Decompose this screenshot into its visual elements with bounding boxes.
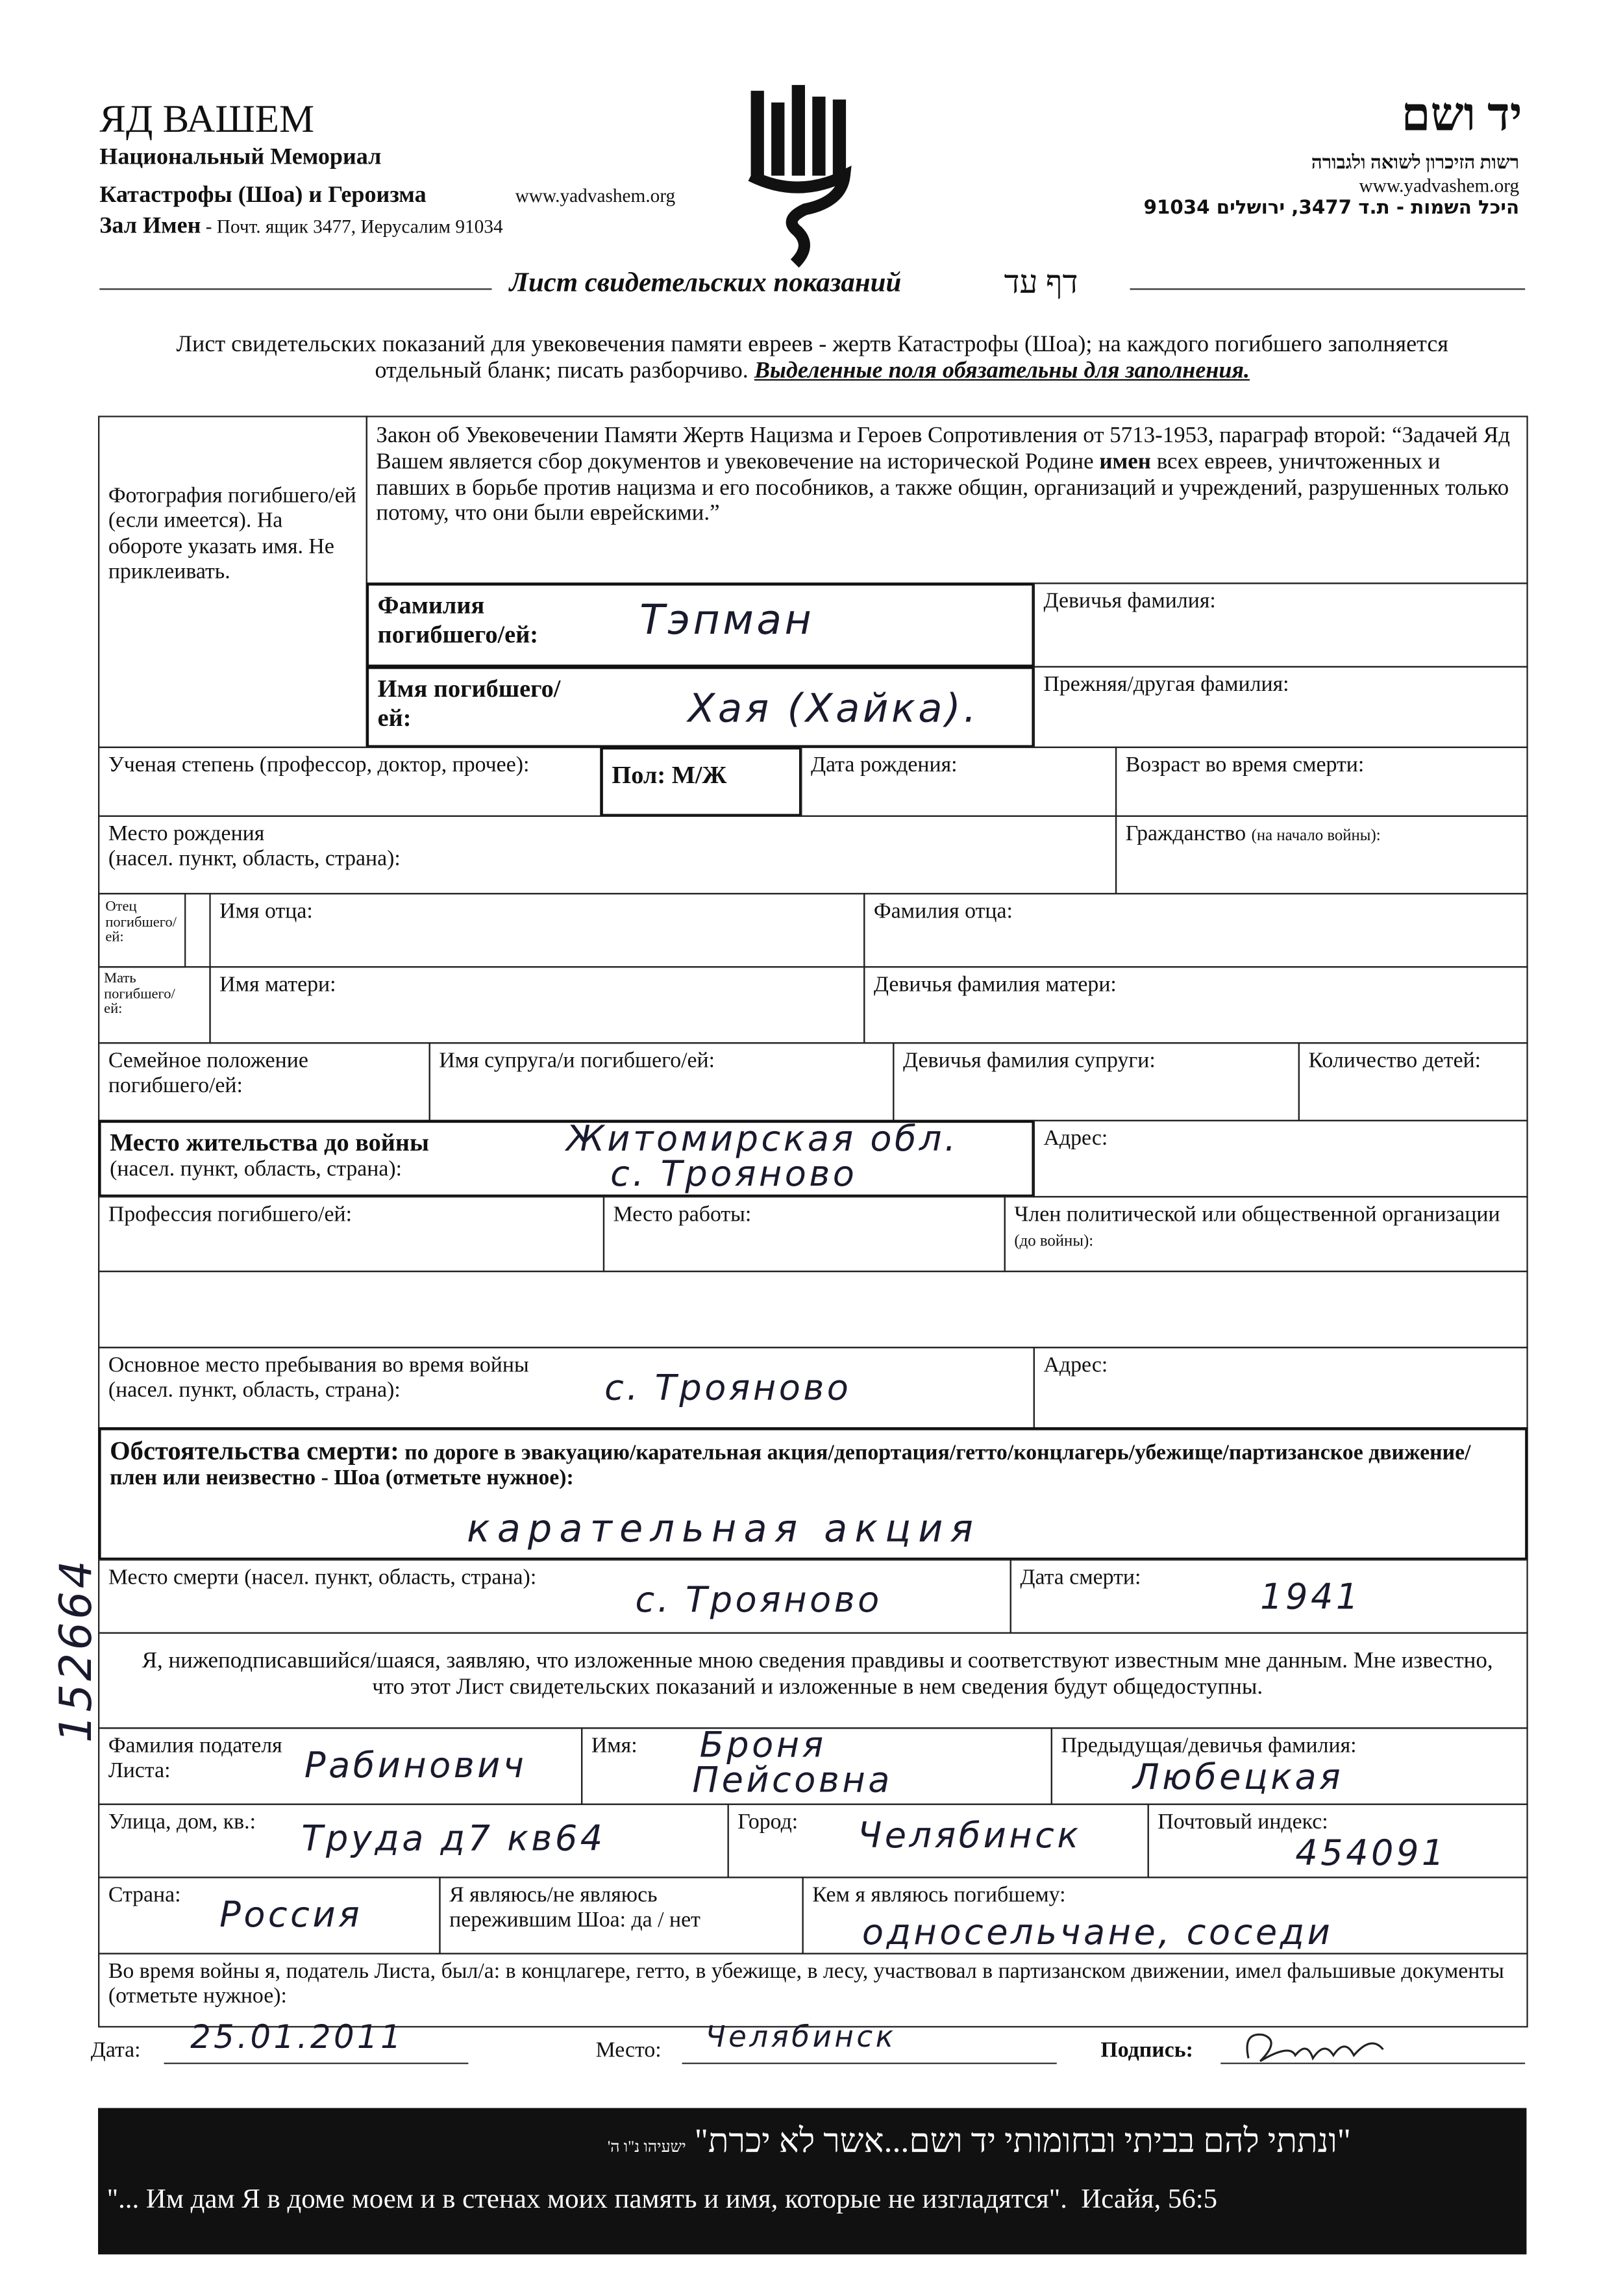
banner-russian-text: "... Им дам Я в доме моем и в стенах моих память и имя, которые не изгладятся". xyxy=(106,2184,1067,2215)
birth-place-label: Место рождения xyxy=(108,823,265,847)
form-title-he: דף עד xyxy=(1004,263,1078,301)
subtitle-2: Катастрофы (Шоа) и Героизма xyxy=(99,182,427,208)
title-ru: ЯД ВАШЕМ xyxy=(99,96,315,141)
intro-text xyxy=(139,332,1485,386)
residence-value-2: с. Трояново xyxy=(610,1153,858,1195)
title-rule-right xyxy=(1130,288,1525,290)
wartime-place-label: Основное место пребывания во время войны (насел. пункт, область, страна): xyxy=(108,1354,529,1403)
first-name-field[interactable] xyxy=(366,666,1035,748)
wartime-submitter-field[interactable]: Во время войны я, податель Листа, был/а: в концлагере, гетто, в убежище, в лесу, участвовал в партизанском движении, имел фальшивые документы (отметьте нужное): xyxy=(98,1953,1528,2028)
submitter-name-value-1: Броня xyxy=(699,1724,826,1766)
birth-place-sub: (насел. пункт, область, страна): xyxy=(108,847,401,871)
circumstances-value: карательная акция xyxy=(467,1508,981,1552)
hall-address-text: - Почт. ящик 3477, Иерусалим 91034 xyxy=(201,215,503,238)
signature-label: Подпись: xyxy=(1100,2039,1193,2063)
hall-address xyxy=(99,214,502,240)
father-row-box xyxy=(98,893,211,967)
residence-sub: (насел. пункт, область, страна): xyxy=(110,1157,402,1181)
mother-name-field[interactable]: Имя матери: xyxy=(209,966,865,1043)
photo-cell: Фотография погибшего/ей (если имеется). На обороте указать имя. Не приклеивать. xyxy=(98,416,367,748)
law-text-bold: имен xyxy=(1099,449,1151,475)
maiden-name-field[interactable]: Девичья фамилия: xyxy=(1034,582,1528,668)
residence-field[interactable] xyxy=(98,1120,1035,1197)
submitter-maiden-value: Любецкая xyxy=(1132,1756,1344,1798)
age-field[interactable]: Возраст во время смерти: xyxy=(1115,747,1528,817)
mother-surname-field[interactable]: Девичья фамилия матери: xyxy=(863,966,1528,1043)
father-row-label: Отец погибшего/ей: xyxy=(98,893,186,967)
circumstances-options: по дороге в эвакуацию/карательная акция/депортация/гетто/концлагерь/убежище/партизанское движение/плен или неизвестно - Шоа (отметьте нужное): xyxy=(110,1441,1471,1491)
banner-hebrew-ref: ישעיהו נ"ו ה' xyxy=(607,2138,686,2156)
residence-value-1: Житомирская обл. xyxy=(566,1118,959,1160)
submitter-name-value-2: Пейсовна xyxy=(692,1759,893,1801)
postcode-label: Почтовый индекс: xyxy=(1158,1810,1328,1834)
circumstances-label: Обстоятельства смерти: xyxy=(110,1436,399,1466)
death-place-label: Место смерти (насел. пункт, область, страна): xyxy=(108,1566,537,1590)
banner-russian xyxy=(107,2184,1217,2216)
death-date-field[interactable] xyxy=(1010,1559,1528,1634)
death-place-value: с. Трояново xyxy=(635,1579,882,1621)
street-field[interactable] xyxy=(98,1804,729,1878)
city-value: Челябинск xyxy=(858,1815,1082,1856)
submitter-surname-field[interactable] xyxy=(98,1727,582,1804)
submitter-maiden-label: Предыдущая/девичья фамилия: xyxy=(1061,1734,1357,1758)
form-title: Лист свидетельских показаний xyxy=(509,268,902,299)
birth-date-field[interactable]: Дата рождения: xyxy=(800,747,1117,817)
death-place-field[interactable] xyxy=(98,1559,1011,1634)
member-label: Член политической или общественной организации xyxy=(1014,1203,1500,1227)
citizenship-label: Гражданство xyxy=(1125,823,1246,847)
place-label: Место: xyxy=(595,2039,662,2063)
submitter-name-label: Имя: xyxy=(591,1734,638,1758)
citizenship-field[interactable] xyxy=(1115,816,1528,895)
place-line xyxy=(682,2063,1057,2064)
profession-field[interactable]: Профессия погибшего/ей: xyxy=(98,1196,604,1272)
spouse-maiden-field[interactable]: Девичья фамилия супруги: xyxy=(893,1042,1300,1121)
degree-field[interactable]: Ученая степень (профессор, доктор, прочее): xyxy=(98,747,602,817)
submitter-surname-value: Рабинович xyxy=(304,1745,527,1786)
title-rule-left xyxy=(99,288,491,290)
banner-hebrew xyxy=(98,2123,1351,2162)
law-text xyxy=(366,416,1528,584)
submitter-surname-label: Фамилия подателя Листа: xyxy=(108,1734,282,1784)
father-name-field[interactable]: Имя отца: xyxy=(209,893,865,967)
father-surname-field[interactable]: Фамилия отца: xyxy=(863,893,1528,967)
death-date-label: Дата смерти: xyxy=(1020,1566,1141,1590)
membership-field[interactable] xyxy=(1004,1196,1528,1272)
relation-value: односельчане, соседи xyxy=(861,1912,1333,1953)
submitter-maiden-field[interactable] xyxy=(1051,1727,1528,1804)
street-value: Труда д7 кв64 xyxy=(301,1818,606,1860)
submitter-name-field[interactable] xyxy=(581,1724,1052,1804)
he-line-1: רשות הזיכרון לשואה ולגבורה xyxy=(1311,151,1520,173)
wartime-place-field[interactable] xyxy=(98,1347,1035,1429)
citizenship-sub: (на начало войны): xyxy=(1251,827,1381,845)
first-name-value: Хая (Хайка). xyxy=(687,686,980,732)
member-sub: (до войны): xyxy=(1014,1232,1094,1251)
city-label: Город: xyxy=(737,1810,799,1834)
relation-label: Кем я являюсь погибшему: xyxy=(812,1884,1066,1908)
intro: Лист свидетельских показаний для увековечения памяти евреев - жертв Катастрофы (Шоа); на каждого погибшего заполняется отдельный бланк; писать разборчиво. xyxy=(176,332,1448,384)
he-website: www.yadvashem.org xyxy=(1359,174,1520,197)
surname-value: Тэпман xyxy=(639,595,815,644)
mother-row-box xyxy=(98,966,211,1043)
signature-image xyxy=(1237,2023,1398,2070)
he-address: היכל השמות - ת.ד 3477, ירושלים 91034 xyxy=(1143,197,1520,220)
circumstances-field[interactable] xyxy=(98,1427,1528,1560)
quote-banner xyxy=(98,2108,1526,2254)
surname-label: Фамилия погибшего/ей: xyxy=(377,591,539,648)
law-text-2: всех евреев, уничтоженных и павших в борьбе против нацизма и его пособников, а также общин, организаций и учреждений, разрушенных только потому, что они были еврейскими.” xyxy=(376,449,1509,527)
archive-number: 152664 xyxy=(51,1557,103,1743)
banner-hebrew-text: "ונתתי להם בביתי ובחומותי יד ושם...אשר לא יכרת" xyxy=(694,2123,1351,2160)
postcode-field[interactable] xyxy=(1148,1804,1528,1878)
birth-place-field[interactable] xyxy=(98,816,1117,895)
relation-field[interactable] xyxy=(802,1877,1528,1954)
empty-row[interactable] xyxy=(98,1271,1528,1348)
date-line xyxy=(164,2063,469,2064)
yad-vashem-logo-icon xyxy=(739,85,864,268)
spouse-name-field[interactable]: Имя супруга/и погибшего/ей: xyxy=(429,1042,895,1121)
first-name-label: Имя погибшего/ей: xyxy=(377,675,561,732)
banner-ref: Исайя, 56:5 xyxy=(1081,2184,1218,2215)
postcode-value: 454091 xyxy=(1295,1832,1447,1874)
other-surname-field[interactable]: Прежняя/другая фамилия: xyxy=(1034,666,1528,748)
surname-field[interactable] xyxy=(366,582,1035,668)
intro-required: Выделенные поля обязательны для заполнения. xyxy=(754,359,1250,384)
title-he: יד ושם xyxy=(1401,88,1522,141)
country-value: Россия xyxy=(219,1894,363,1936)
law-text-1: Закон об Увековечении Памяти Жертв Нацизма и Героев Сопротивления от 5713-1953, параграф второй: “Задачей Яд Вашем является сбор документов и увековечение на исторической Родине xyxy=(376,423,1511,475)
subtitle-1: Национальный Мемориал xyxy=(99,145,382,170)
street-label: Улица, дом, кв.: xyxy=(108,1810,256,1834)
hall-label: Зал Имен xyxy=(99,214,201,239)
survivor-field[interactable]: Я являюсь/не являюсь пережившим Шоа: да / нет xyxy=(439,1877,803,1954)
mother-row-label: Мать погибшего/ей: xyxy=(104,970,175,1017)
death-date-value: 1941 xyxy=(1260,1577,1361,1618)
declaration: Я, нижеподписавшийся/шаяся, заявляю, что изложенные мною сведения правдивы и соответствуют известным мне данным. Мне известно, что этот Лист свидетельских показаний и изложенные в нем сведения будут общедоступны. xyxy=(98,1632,1528,1729)
address-2-field[interactable]: Адрес: xyxy=(1034,1347,1528,1429)
residence-label: Место жительства до войны xyxy=(110,1129,429,1157)
place-value: Челябинск xyxy=(705,2018,897,2054)
workplace-field[interactable]: Место работы: xyxy=(603,1196,1006,1272)
marital-field[interactable]: Семейное положение погибшего/ей: xyxy=(98,1042,430,1121)
country-label: Страна: xyxy=(108,1884,181,1908)
address-1-field[interactable]: Адрес: xyxy=(1034,1120,1528,1197)
gender-field[interactable]: Пол: М/Ж xyxy=(600,747,802,817)
children-field[interactable]: Количество детей: xyxy=(1298,1042,1528,1121)
date-value: 25.01.2011 xyxy=(190,2020,404,2057)
city-field[interactable] xyxy=(727,1804,1148,1878)
date-label: Дата: xyxy=(90,2039,141,2063)
website: www.yadvashem.org xyxy=(515,184,676,206)
wartime-place-value: с. Трояново xyxy=(604,1367,852,1408)
country-field[interactable] xyxy=(98,1877,441,1954)
